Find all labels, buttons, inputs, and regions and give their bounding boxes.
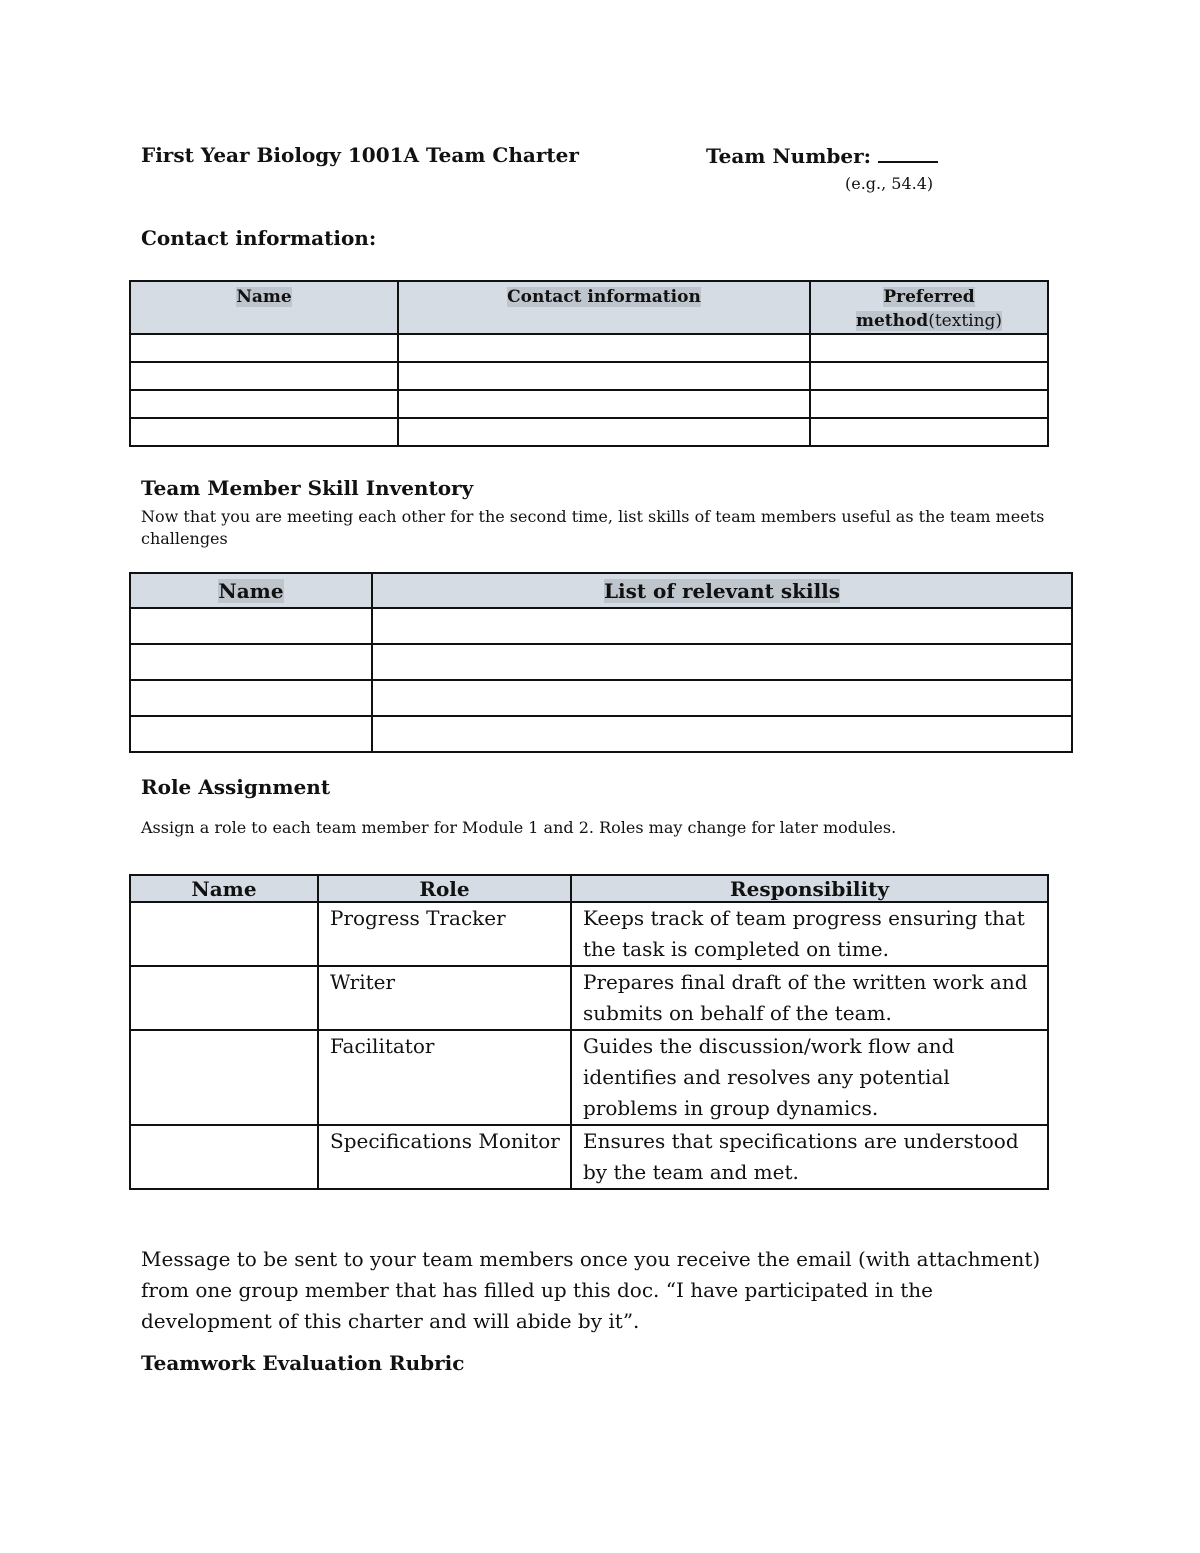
role-cell: Writer bbox=[318, 966, 571, 1030]
table-cell[interactable] bbox=[398, 418, 810, 446]
table-cell[interactable] bbox=[810, 390, 1048, 418]
table-cell[interactable] bbox=[372, 680, 1072, 716]
table-row bbox=[130, 608, 1072, 644]
table-row bbox=[130, 902, 1048, 966]
team-number-blank[interactable] bbox=[878, 143, 938, 163]
role-name-cell[interactable] bbox=[130, 1030, 318, 1125]
contact-col-name: Name bbox=[130, 281, 398, 334]
table-cell[interactable] bbox=[810, 334, 1048, 362]
role-name-cell[interactable] bbox=[130, 902, 318, 966]
responsibility-cell: Ensures that specifications are understood by the team and met. bbox=[571, 1125, 1048, 1189]
table-row bbox=[130, 716, 1072, 752]
roles-col-name: Name bbox=[130, 875, 318, 902]
contact-header-row bbox=[130, 281, 1048, 334]
role-cell: Facilitator bbox=[318, 1030, 571, 1125]
table-cell[interactable] bbox=[372, 608, 1072, 644]
contact-col-preferred: Preferred method(texting) bbox=[810, 281, 1048, 334]
table-cell[interactable] bbox=[130, 362, 398, 390]
responsibility-cell: Guides the discussion/work flow and identifies and resolves any potential problems in group dynamics. bbox=[571, 1030, 1048, 1125]
responsibility-cell: Prepares final draft of the written work and submits on behalf of the team. bbox=[571, 966, 1048, 1030]
skills-heading: Team Member Skill Inventory bbox=[141, 476, 474, 500]
skills-description: Now that you are meeting each other for the second time, list skills of team members useful as the team meets challenges bbox=[141, 507, 1045, 548]
table-cell[interactable] bbox=[130, 644, 372, 680]
table-row bbox=[130, 644, 1072, 680]
table-row bbox=[130, 418, 1048, 446]
table-cell[interactable] bbox=[810, 362, 1048, 390]
table-cell[interactable] bbox=[372, 644, 1072, 680]
table-cell[interactable] bbox=[398, 390, 810, 418]
roles-col-responsibility: Responsibility bbox=[571, 875, 1048, 902]
responsibility-cell: Keeps track of team progress ensuring that the task is completed on time. bbox=[571, 902, 1048, 966]
skills-table bbox=[129, 572, 1073, 753]
table-cell[interactable] bbox=[130, 608, 372, 644]
roles-header-row bbox=[130, 875, 1048, 902]
table-cell[interactable] bbox=[130, 334, 398, 362]
document-title: First Year Biology 1001A Team Charter bbox=[141, 143, 579, 167]
role-name-cell[interactable] bbox=[130, 1125, 318, 1189]
role-cell: Specifications Monitor bbox=[318, 1125, 571, 1189]
table-cell[interactable] bbox=[398, 334, 810, 362]
table-row bbox=[130, 1125, 1048, 1189]
skills-col-skills: List of relevant skills bbox=[372, 573, 1072, 608]
roles-table bbox=[129, 874, 1049, 1190]
roles-heading: Role Assignment bbox=[141, 775, 331, 799]
table-cell[interactable] bbox=[130, 418, 398, 446]
table-cell[interactable] bbox=[398, 362, 810, 390]
team-number-field bbox=[706, 143, 938, 168]
role-name-cell[interactable] bbox=[130, 966, 318, 1030]
skills-header-row bbox=[130, 573, 1072, 608]
table-cell[interactable] bbox=[130, 680, 372, 716]
contact-col-contact: Contact information bbox=[398, 281, 810, 334]
rubric-heading: Teamwork Evaluation Rubric bbox=[141, 1351, 465, 1375]
table-cell[interactable] bbox=[130, 390, 398, 418]
table-row bbox=[130, 680, 1072, 716]
table-cell[interactable] bbox=[810, 418, 1048, 446]
roles-description: Assign a role to each team member for Module 1 and 2. Roles may change for later modules. bbox=[141, 818, 897, 837]
contact-table bbox=[129, 280, 1049, 447]
message-paragraph: Message to be sent to your team members once you receive the email (with attachment) from one group member that has filled up this doc. “I have participated in the development of this charter and will abide by it”. bbox=[141, 1247, 1041, 1333]
table-row bbox=[130, 362, 1048, 390]
contact-heading: Contact information: bbox=[141, 226, 377, 250]
table-row bbox=[130, 1030, 1048, 1125]
table-cell[interactable] bbox=[372, 716, 1072, 752]
table-cell[interactable] bbox=[130, 716, 372, 752]
table-row bbox=[130, 334, 1048, 362]
roles-col-role: Role bbox=[318, 875, 571, 902]
table-row bbox=[130, 966, 1048, 1030]
team-number-label: Team Number: bbox=[706, 144, 872, 168]
team-number-example: (e.g., 54.4) bbox=[845, 174, 934, 193]
skills-col-name: Name bbox=[130, 573, 372, 608]
table-row bbox=[130, 390, 1048, 418]
role-cell: Progress Tracker bbox=[318, 902, 571, 966]
